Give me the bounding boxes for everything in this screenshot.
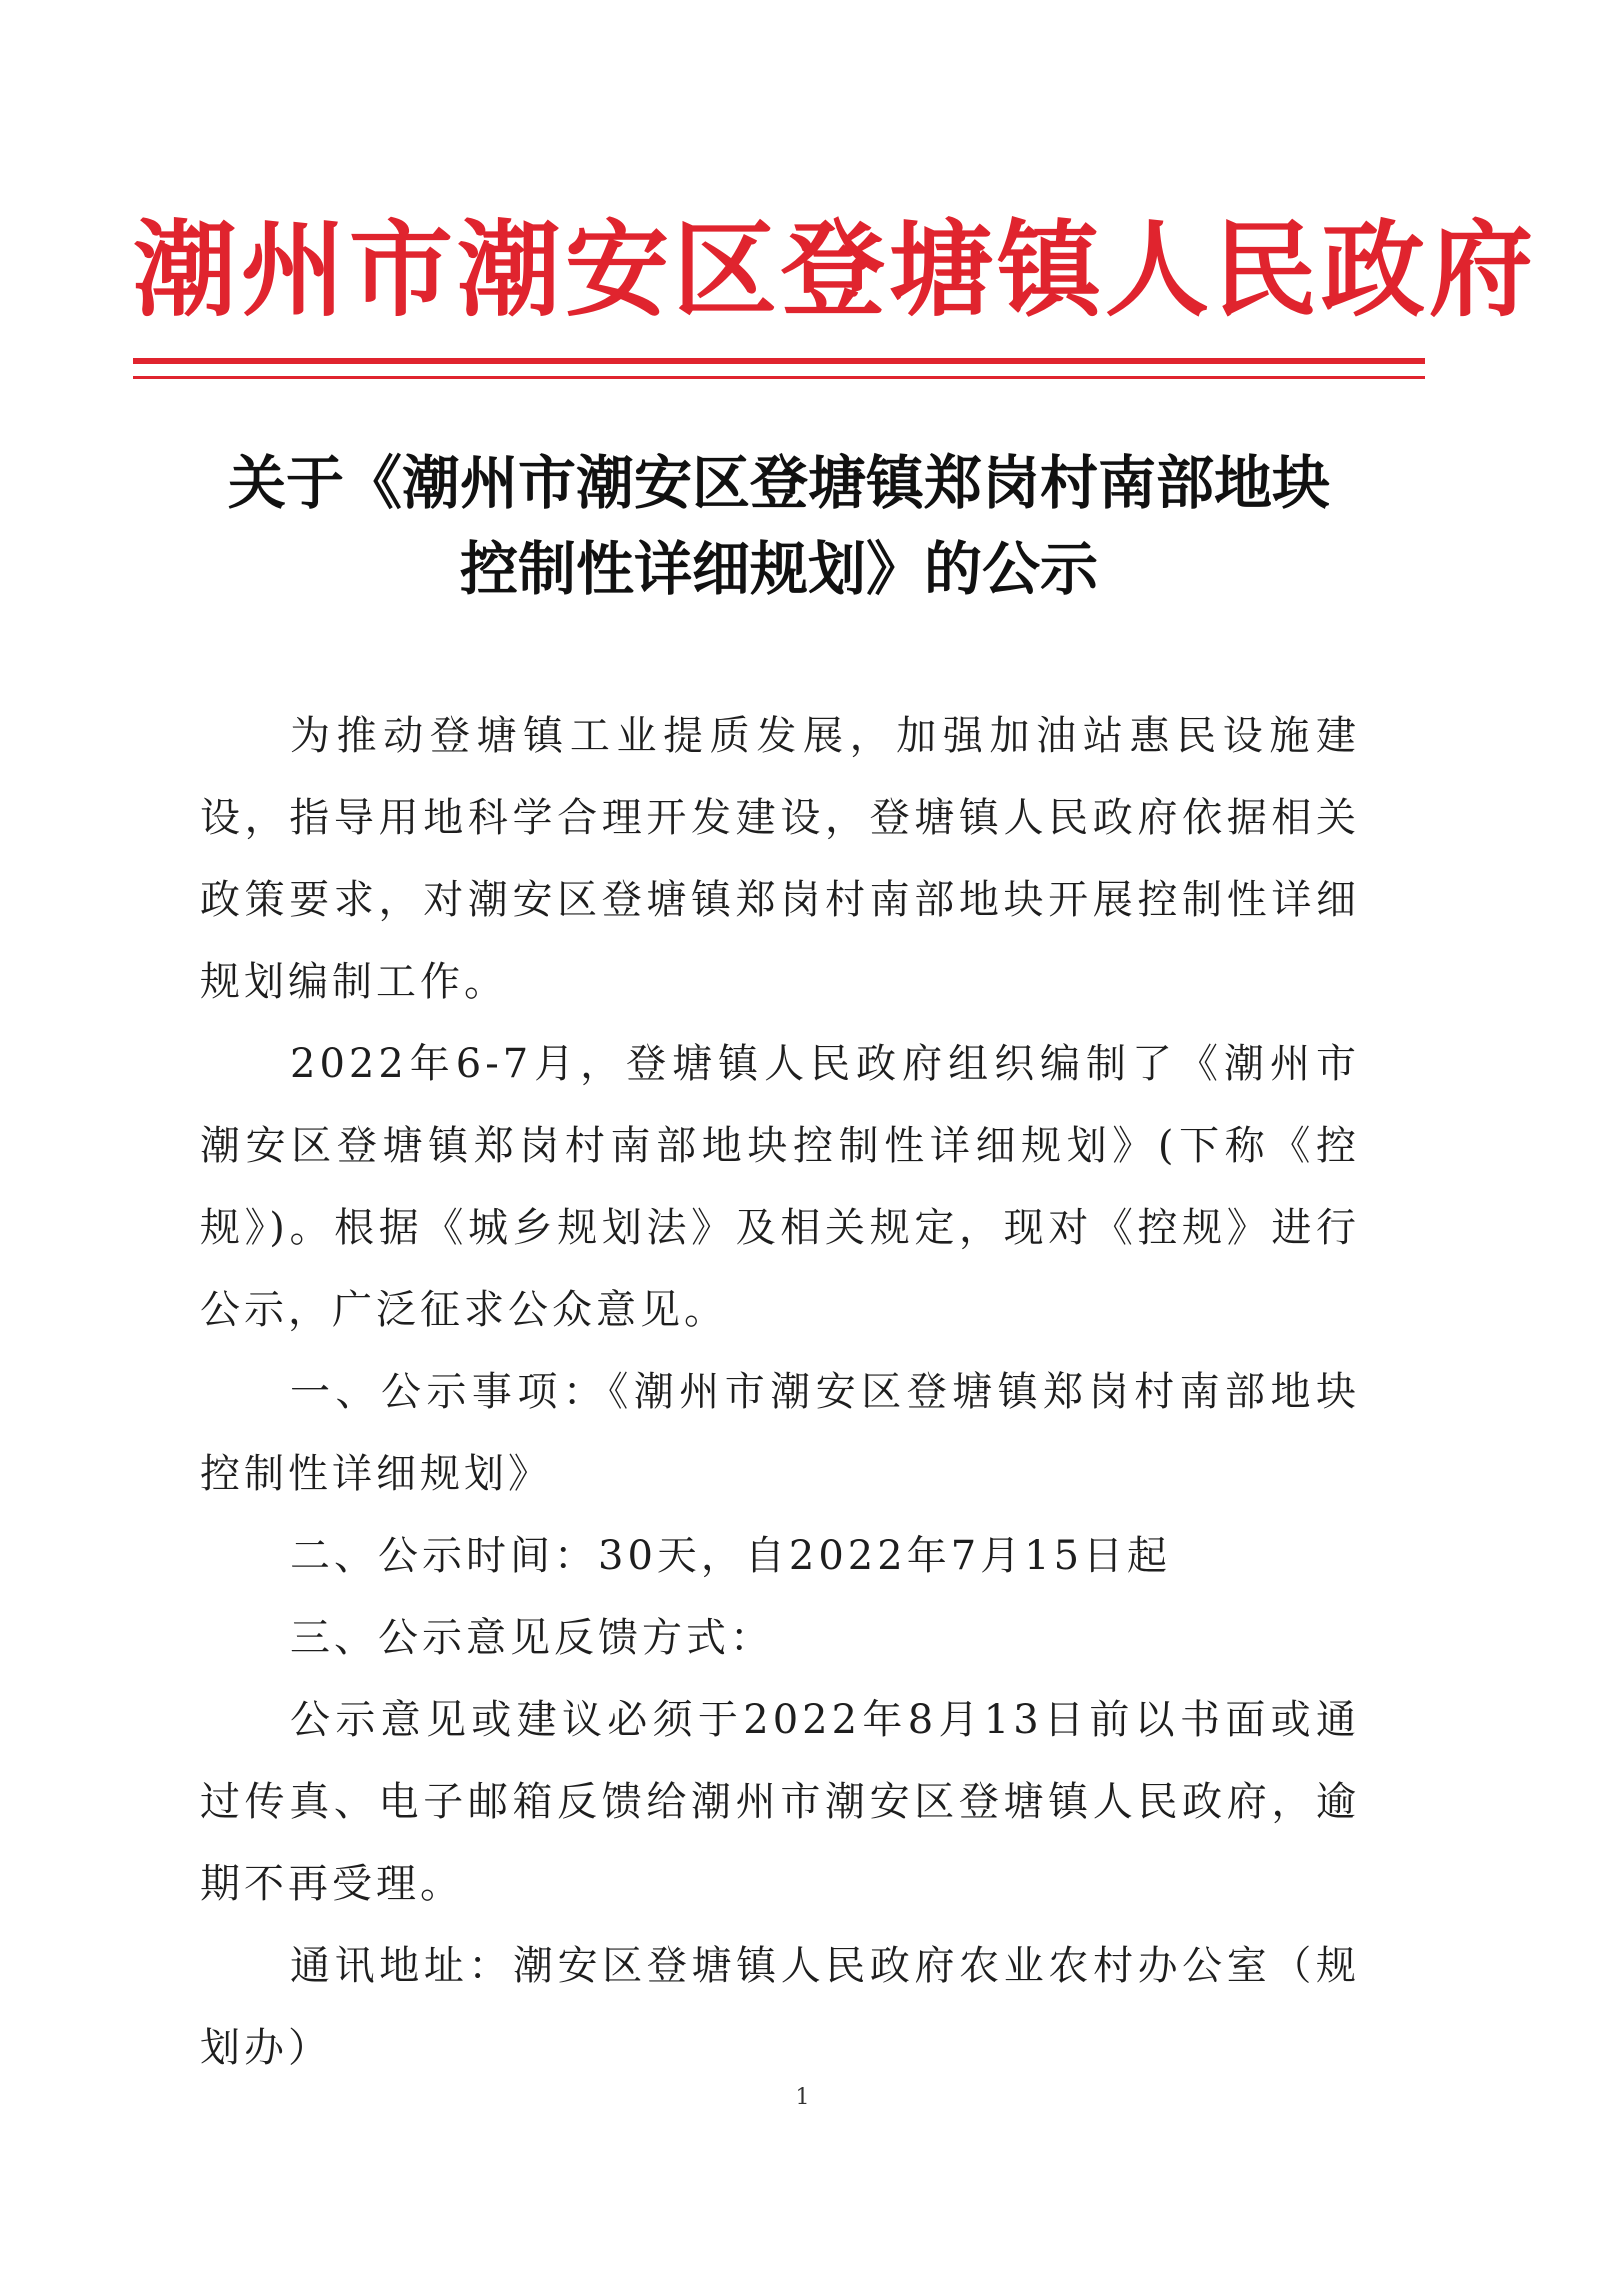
letterhead-org-name: 潮州市潮安区登塘镇人民政府 — [133, 208, 1538, 331]
paragraph-item-feedback: 三、公示意见反馈方式： — [290, 1615, 774, 1661]
document-title-line-2: 控制性详细规划》的公示 — [459, 535, 1098, 603]
document-title-line-1: 关于《潮州市潮安区登塘镇郑岗村南部地块 — [227, 449, 1330, 517]
paragraph-feedback-deadline: 公示意见或建议必须于2022年8月13日前以书面或通过传真、电子邮箱反馈给潮州市潮安区登塘镇人民政府，逾期不再受理。 — [200, 1697, 1360, 1907]
letterhead-rule-thick — [133, 358, 1425, 364]
paragraph-mailing-address: 通讯地址：潮安区登塘镇人民政府农业农村办公室（规划办） — [200, 1943, 1360, 2071]
paragraph-item-subject: 一、公示事项：《潮州市潮安区登塘镇郑岗村南部地块控制性详细规划》 — [200, 1369, 1360, 1497]
page-number: 1 — [795, 2085, 810, 2110]
document-title — [133, 440, 1425, 612]
document-body — [200, 695, 1360, 2089]
paragraph-purpose: 为推动登塘镇工业提质发展，加强加油站惠民设施建设，指导用地科学合理开发建设，登塘镇人民政府依据相关政策要求，对潮安区登塘镇郑岗村南部地块开展控制性详细规划编制工作。 — [200, 713, 1360, 1005]
letterhead-rule-thin — [133, 376, 1425, 379]
paragraph-item-period: 二、公示时间：30天，自2022年7月15日起 — [290, 1533, 1172, 1579]
paragraph-preparation: 2022年6-7月，登塘镇人民政府组织编制了《潮州市潮安区登塘镇郑岗村南部地块控制性详细规划》(下称《控规》)。根据《城乡规划法》及相关规定，现对《控规》进行公示，广泛征求公众意见。 — [200, 1041, 1360, 1333]
